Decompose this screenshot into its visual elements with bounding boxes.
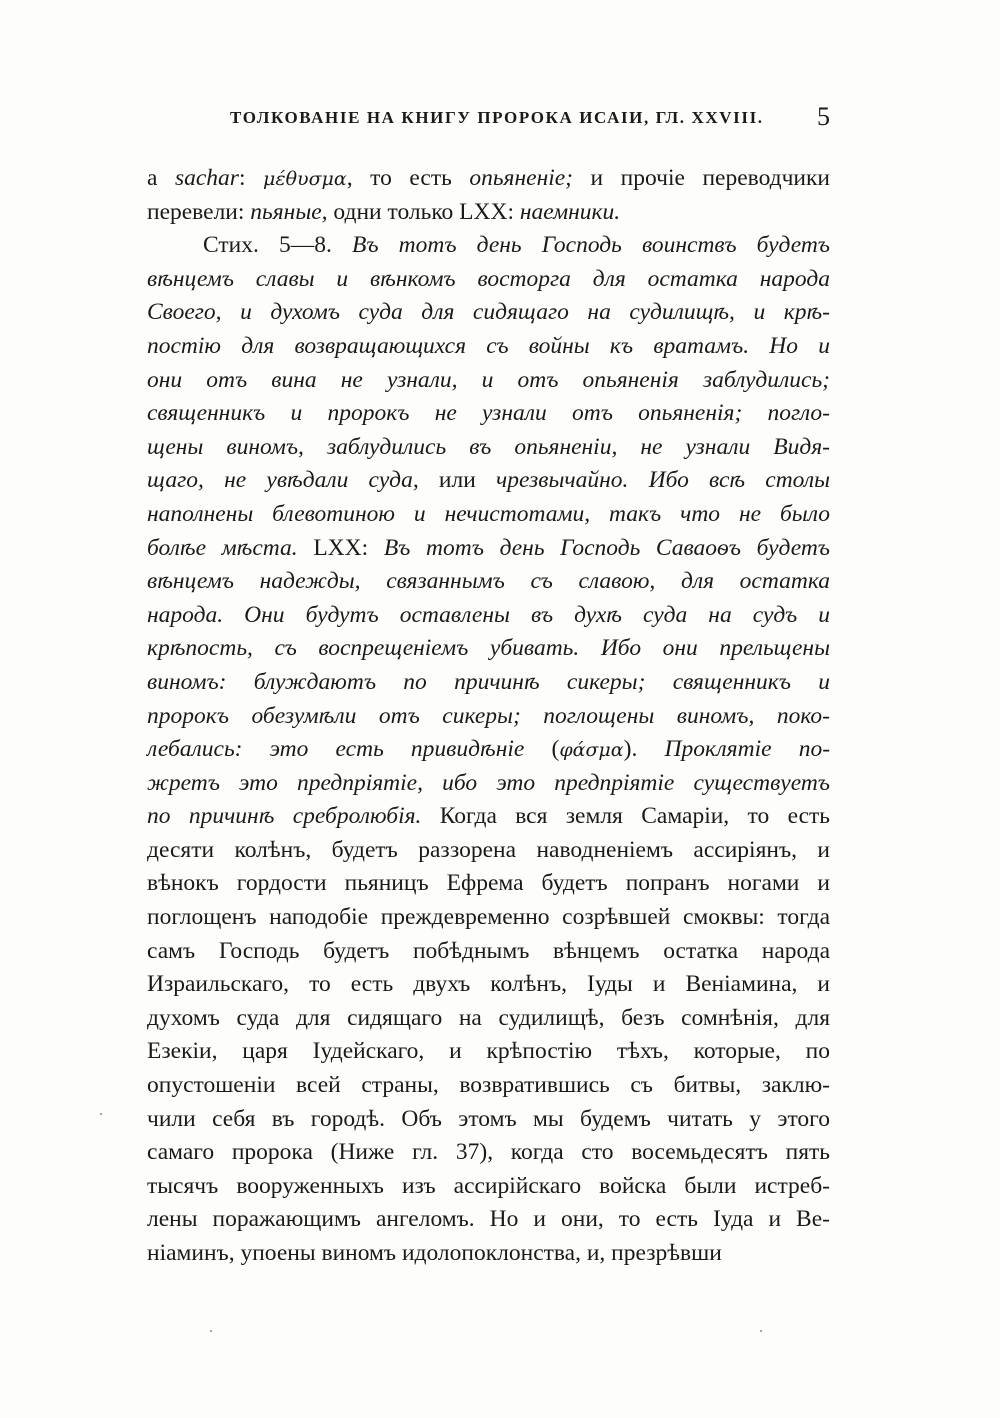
text-line xyxy=(147,867,830,901)
text-segment: самаго пророка (Ниже гл. 37), когда сто восемьдесятъ пять xyxy=(147,1139,830,1166)
italic-segment: чрезвычайно. Ибо всѣ столы xyxy=(496,467,830,494)
italic-segment: они отъ вина не узнали, и отъ опьяненія заблудились; xyxy=(147,366,830,393)
text-line xyxy=(147,834,830,868)
italic-segment: наемники. xyxy=(519,198,621,225)
italic-segment: наполнены блевотиною и нечистотами, такъ что не было xyxy=(147,500,830,527)
text-segment: Израильскаго, то есть двухъ колѣнъ, Іуды и Веніамина, и xyxy=(147,971,830,998)
text-line xyxy=(147,1136,830,1170)
text-segment: Когда вся земля Самаріи, то есть xyxy=(421,803,831,830)
text-line xyxy=(147,532,830,566)
italic-segment: вѣнцемъ надежды, связаннымъ съ славою, для остатка xyxy=(147,568,830,595)
text-segment: или xyxy=(418,467,497,494)
greek-term: μέθυσμα xyxy=(263,168,347,190)
italic-segment: священникъ и пророкъ не узнали отъ опьяненія; погло- xyxy=(147,400,830,427)
text-segment: чили себя въ городѣ. Объ этомъ мы будемъ читать у этого xyxy=(147,1105,830,1132)
scan-speck xyxy=(210,1330,212,1332)
text-line xyxy=(147,1170,830,1204)
text-segment: самъ Господь будетъ побѣднымъ вѣнцемъ остатка народа xyxy=(147,937,830,964)
italic-segment: Своего, и духомъ суда для сидящаго на судилищѣ, и крѣ- xyxy=(147,299,830,326)
italic-segment: лебались: это есть привидѣніе xyxy=(147,736,525,763)
text-segment: LXX: xyxy=(297,534,384,561)
text-line xyxy=(147,229,830,263)
text-line xyxy=(147,464,830,498)
text-line xyxy=(147,196,830,230)
italic-segment: народа. Они будутъ оставлены въ духѣ суда на судъ и xyxy=(147,601,830,628)
text-line xyxy=(147,162,830,196)
text-segment: Езекіи, царя Іудейскаго, и крѣпостію тѣхъ, которые, по xyxy=(147,1038,830,1065)
italic-segment: Въ тотъ день Господь воинствъ будетъ xyxy=(351,232,830,259)
greek-term: φάσμα xyxy=(559,739,624,762)
italic-segment: опьяненіе; xyxy=(469,165,574,191)
italic-segment: щены виномъ, заблудились въ опьяненіи, не узнали Видя- xyxy=(147,433,830,460)
text-line xyxy=(147,565,830,599)
text-line xyxy=(147,1203,830,1237)
text-segment: a xyxy=(147,165,175,191)
text-segment: духомъ суда для сидящаго на судилищѣ, безъ сомнѣнія, для xyxy=(147,1004,830,1031)
text-line xyxy=(147,431,830,465)
scan-speck xyxy=(100,1113,102,1115)
italic-segment: болѣе мѣста. xyxy=(147,534,298,561)
text-line xyxy=(147,935,830,969)
italic-segment: sachar xyxy=(174,165,239,191)
text-line xyxy=(147,968,830,1002)
running-head: ТОЛКОВАНІЕ НА КНИГУ ПРОРОКА ИСАІИ, ГЛ. XXVIII. xyxy=(230,108,764,127)
italic-segment: щаго, не увѣдали суда, xyxy=(147,467,419,494)
text-line xyxy=(147,767,830,801)
text-segment: вѣнокъ гордости пьяницъ Ефрема будетъ попранъ ногами и xyxy=(147,870,830,897)
text-line xyxy=(147,632,830,666)
scan-speck xyxy=(760,1330,762,1332)
text-segment: опустошеніи всей страны, возвратившись съ битвы, заклю- xyxy=(147,1072,830,1099)
text-segment: перевели: xyxy=(147,198,251,225)
text-segment: и прочіе переводчики xyxy=(573,165,830,191)
text-segment: поглощенъ наподобіе преждевременно созрѣвшей смоквы: тогда xyxy=(147,904,830,931)
text-line xyxy=(147,296,830,330)
italic-segment: пророкъ обезумѣли отъ сикеры; поглощены виномъ, поко- xyxy=(147,702,830,729)
text-line xyxy=(147,364,830,398)
page-header xyxy=(150,104,830,134)
italic-segment: вѣнцемъ славы и вѣнкомъ восторга для остатка народа xyxy=(147,265,830,292)
text-segment: , то есть xyxy=(346,165,470,191)
text-line xyxy=(147,666,830,700)
text-segment: ( xyxy=(524,736,560,763)
italic-segment: жретъ это предпріятіе, ибо это предпріятіе существуетъ xyxy=(147,769,830,796)
text-line xyxy=(147,498,830,532)
text-segment: ). xyxy=(623,736,665,763)
text-segment: десяти колѣнъ, будетъ раззорена наводненіемъ ассиріянъ, и xyxy=(147,836,830,863)
italic-segment: крѣпость, съ воспрещеніемъ убивать. Ибо они прельщены xyxy=(147,635,830,662)
italic-segment: Проклятіе по- xyxy=(664,736,831,763)
italic-segment: постію для возвращающихся съ войны къ вратамъ. Но и xyxy=(147,332,830,359)
text-line xyxy=(147,263,830,297)
text-line xyxy=(147,700,830,734)
text-segment: тысячъ вооруженныхъ изъ ассирійскаго войска были истреб- xyxy=(147,1172,830,1199)
text-line xyxy=(147,599,830,633)
text-line xyxy=(147,901,830,935)
text-line xyxy=(147,1035,830,1069)
italic-segment: виномъ: блуждаютъ по причинѣ сикеры; священникъ и xyxy=(147,668,830,695)
text-line xyxy=(147,1237,830,1271)
text-segment: : xyxy=(238,165,264,191)
text-line xyxy=(147,800,830,834)
text-segment: Стих. 5—8. xyxy=(203,232,352,259)
text-line xyxy=(147,330,830,364)
text-line xyxy=(147,397,830,431)
body-text xyxy=(147,162,830,1271)
text-line xyxy=(147,1069,830,1103)
italic-segment: по причинѣ сребролюбія. xyxy=(147,803,422,830)
italic-segment: пьяные, xyxy=(250,198,328,225)
text-segment: лены поражающимъ ангеломъ. Но и они, то есть Іуда и Ве- xyxy=(147,1206,830,1233)
text-line xyxy=(147,1103,830,1137)
text-line xyxy=(147,1002,830,1036)
text-line xyxy=(147,733,830,767)
text-segment: одни только LXX: xyxy=(327,198,520,225)
page-number: 5 xyxy=(817,102,830,131)
italic-segment: Въ тотъ день Господь Саваоѳъ будетъ xyxy=(383,534,830,561)
text-segment: ніаминъ, упоены виномъ идолопоклонства, и, презрѣвши xyxy=(147,1240,722,1266)
